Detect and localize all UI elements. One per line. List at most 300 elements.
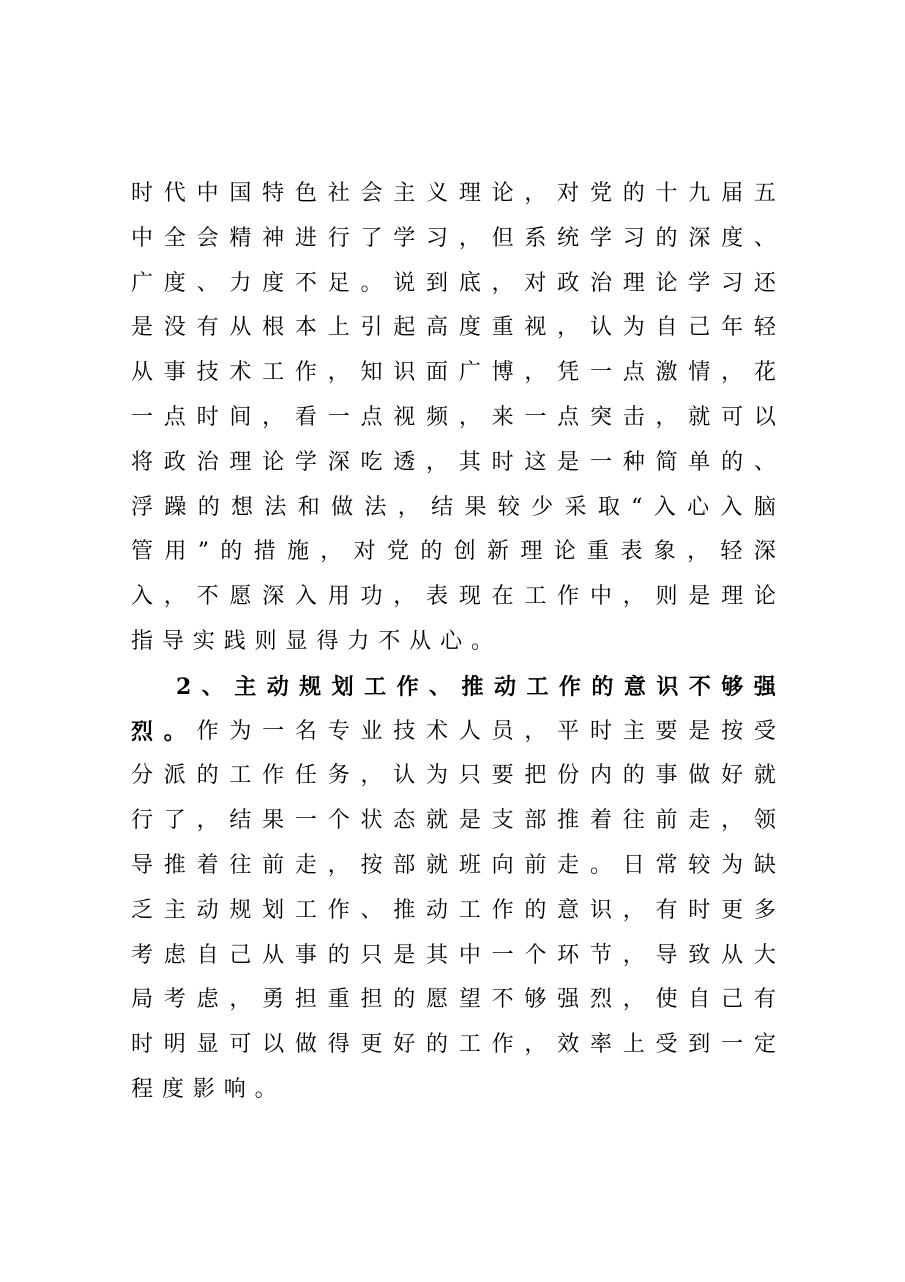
text-char: 不 [196, 584, 219, 610]
text-char: 论 [262, 449, 285, 475]
text-char: 来 [491, 405, 514, 430]
text-char: 致 [688, 942, 711, 968]
text-char: 乏 [131, 897, 154, 923]
text-char: 力 [347, 629, 370, 654]
text-char: 广 [131, 270, 154, 296]
text-char: 视 [524, 315, 547, 341]
text-char: 中 [196, 181, 219, 206]
text-char: 前 [655, 808, 678, 834]
text-char: 只 [360, 942, 383, 968]
text-char: 起 [393, 315, 416, 341]
text-char: 足 [327, 270, 350, 296]
text-char: 一 [327, 405, 350, 430]
text-char: 花 [753, 360, 776, 386]
text-char: 视 [393, 405, 416, 430]
text-char: 好 [721, 763, 744, 789]
text-char: 一 [262, 718, 285, 744]
text-char: 的 [426, 1032, 449, 1058]
text-char: 前 [524, 853, 547, 878]
text-char: 的 [196, 763, 219, 789]
text-char: 对 [557, 181, 580, 206]
text-char: 时 [196, 405, 219, 430]
text-char: 指 [131, 629, 154, 654]
text-char: 动 [493, 673, 516, 700]
text-char: 重 [491, 315, 514, 341]
text-char: 任 [294, 763, 317, 789]
text-char: 大 [753, 942, 776, 968]
text-char: 愿 [426, 987, 449, 1013]
text-char: 时 [131, 181, 154, 206]
text-char: 对 [353, 539, 376, 565]
text-char: 情 [688, 360, 711, 386]
text-char: 的 [721, 449, 744, 475]
text-char: 就 [753, 763, 776, 789]
text-char: 管 [131, 539, 154, 565]
text-char: 学 [589, 225, 612, 251]
text-char: 部 [524, 808, 547, 834]
text-char: 表 [620, 539, 643, 565]
text-char: 学 [688, 270, 711, 296]
text-line [176, 671, 776, 703]
text-char: 时 [491, 449, 514, 475]
text-char: 系 [524, 225, 547, 251]
text-char: 将 [131, 449, 154, 475]
text-char: 自 [655, 315, 678, 341]
text-char: 工 [458, 1032, 481, 1058]
text-char: 可 [229, 1032, 252, 1058]
text-char: 作 [558, 673, 581, 700]
text-char: 往 [229, 853, 252, 878]
text-line [131, 492, 776, 524]
text-char: 一 [131, 405, 154, 430]
text-char: 作 [262, 763, 285, 789]
text-char: 着 [589, 808, 612, 834]
text-char: 导 [131, 853, 154, 878]
text-char: 的 [197, 494, 220, 520]
text-char: 自 [196, 942, 219, 968]
text-char: 度 [721, 225, 744, 251]
text-char: 受 [655, 1032, 678, 1058]
text-char: 认 [393, 763, 416, 789]
text-char: 定 [753, 1032, 776, 1058]
text-char: 前 [262, 853, 285, 878]
text-char: 节 [589, 942, 612, 968]
text-char: 导 [655, 942, 678, 968]
text-char: 吃 [360, 449, 383, 475]
text-char: 间 [229, 405, 252, 430]
text-char: 、 [360, 897, 383, 923]
text-char: 突 [589, 405, 612, 430]
text-char: 考 [163, 987, 186, 1013]
text-char: 是 [131, 315, 154, 341]
text-char: 时 [589, 718, 612, 744]
text-line [131, 581, 776, 613]
text-char: 时 [688, 897, 711, 923]
text-char: 少 [531, 494, 554, 520]
text-line [131, 895, 776, 927]
text-char: 工 [294, 897, 317, 923]
text-char: 有 [196, 315, 219, 341]
text-char: 脑 [753, 494, 776, 520]
text-line [131, 268, 776, 300]
text-char: 主 [622, 718, 645, 744]
text-char: 届 [721, 181, 744, 206]
text-char: 论 [655, 270, 678, 296]
text-char: 效 [557, 1032, 580, 1058]
text-char: ， [557, 315, 580, 341]
text-char: 是 [557, 449, 580, 475]
text-char: 环 [557, 942, 580, 968]
text-char: 走 [557, 853, 580, 878]
text-char: 轻 [720, 539, 743, 565]
text-char: 就 [426, 808, 449, 834]
text-char: 有 [655, 897, 678, 923]
text-char: 党 [589, 181, 612, 206]
text-char: 更 [721, 897, 744, 923]
text-char: 认 [589, 315, 612, 341]
text-char: 识 [589, 897, 612, 923]
text-char: 影 [192, 1077, 215, 1102]
text-char: 业 [360, 718, 383, 744]
text-char: 会 [360, 181, 383, 206]
text-char: 务 [327, 763, 350, 789]
text-char: 、 [201, 673, 224, 700]
text-char: 要 [655, 718, 678, 744]
text-char: 五 [753, 181, 776, 206]
text-char: 点 [557, 405, 580, 430]
text-char: ， [196, 808, 219, 834]
text-char: 是 [393, 942, 416, 968]
text-char: 工 [458, 897, 481, 923]
text-char: 按 [360, 853, 383, 878]
text-char: 说 [393, 270, 416, 296]
text-char: 明 [163, 1032, 186, 1058]
text-char: 一 [589, 449, 612, 475]
text-char: 轻 [753, 315, 776, 341]
text-char: 、 [753, 449, 776, 475]
text-char: 得 [316, 629, 339, 654]
text-char: 功 [360, 584, 383, 610]
text-char: 事 [655, 763, 678, 789]
text-char: 、 [429, 673, 452, 700]
text-char: 法 [364, 494, 387, 520]
text-char: 施 [286, 539, 309, 565]
text-char: 社 [327, 181, 350, 206]
text-char: 己 [721, 987, 744, 1013]
text-char: 做 [294, 1032, 317, 1058]
text-char: 日 [622, 853, 645, 878]
text-char: “ [631, 494, 643, 520]
text-char: 心 [440, 629, 463, 654]
text-char: ， [458, 225, 481, 251]
text-char: 己 [229, 942, 252, 968]
text-char: 受 [753, 718, 776, 744]
text-char: 理 [721, 584, 744, 610]
text-char: 以 [753, 405, 776, 430]
text-char: 。 [589, 853, 612, 878]
text-char: 激 [655, 360, 678, 386]
text-char: 击 [622, 405, 645, 430]
text-char: ， [687, 539, 710, 565]
text-char: 人 [458, 718, 481, 744]
text-char: 入 [720, 494, 743, 520]
text-char: 从 [409, 629, 432, 654]
text-char: ， [622, 987, 645, 1013]
text-char: 点 [360, 405, 383, 430]
text-char: ， [721, 360, 744, 386]
text-char: 治 [589, 270, 612, 296]
text-char: 担 [360, 987, 383, 1013]
text-char: 时 [131, 1032, 154, 1058]
text-char: 精 [229, 225, 252, 251]
text-char: ， [327, 360, 350, 386]
text-char: 班 [458, 853, 481, 878]
text-char: 使 [655, 987, 678, 1013]
text-char: 底 [458, 270, 481, 296]
text-char: 了 [163, 808, 186, 834]
text-char: 度 [161, 1077, 184, 1102]
text-char: 会 [196, 225, 219, 251]
text-char: 国 [229, 181, 252, 206]
text-line [131, 402, 776, 434]
text-char: ， [327, 853, 350, 878]
text-char: 员 [491, 718, 514, 744]
text-char: 重 [587, 539, 610, 565]
text-char: 了 [360, 225, 383, 251]
text-char: 一 [721, 1032, 744, 1058]
text-char: 表 [426, 584, 449, 610]
text-char: 识 [656, 673, 679, 700]
text-char: 面 [426, 360, 449, 386]
text-char: ， [229, 987, 252, 1013]
text-char: 种 [622, 449, 645, 475]
text-char: ， [320, 539, 343, 565]
text-char: 工 [262, 360, 285, 386]
text-char: 技 [196, 360, 219, 386]
text-char: 识 [393, 360, 416, 386]
text-char: 平 [557, 718, 580, 744]
text-char: 以 [262, 1032, 285, 1058]
text-char: 一 [524, 405, 547, 430]
text-char: 是 [688, 718, 711, 744]
text-char: 果 [464, 494, 487, 520]
text-char: 理 [229, 449, 252, 475]
text-char: 不 [294, 270, 317, 296]
text-char: 的 [220, 539, 243, 565]
text-char: 行 [327, 225, 350, 251]
text-char: 习 [721, 270, 744, 296]
text-char: 这 [524, 449, 547, 475]
text-char: 结 [431, 494, 454, 520]
text-char: 在 [491, 584, 514, 610]
text-char: ， [524, 718, 547, 744]
text-line [131, 805, 776, 837]
text-line [131, 536, 776, 568]
text-char: 代 [163, 181, 186, 206]
text-char: 担 [294, 987, 317, 1013]
text-char: 从 [229, 315, 252, 341]
text-char: 术 [426, 718, 449, 744]
text-char: ， [458, 405, 481, 430]
text-char: 一 [294, 808, 317, 834]
text-char: 强 [557, 987, 580, 1013]
text-char: 创 [453, 539, 476, 565]
text-char: 根 [262, 315, 285, 341]
text-char: 为 [622, 315, 645, 341]
text-char: 专 [327, 718, 350, 744]
text-char: 浮 [131, 494, 154, 520]
text-char: 九 [688, 181, 711, 206]
text-char: 引 [360, 315, 383, 341]
text-char: 则 [254, 629, 277, 654]
text-char: 划 [331, 673, 354, 700]
text-char: 深 [327, 449, 350, 475]
text-char: ， [524, 181, 547, 206]
text-char: ， [360, 763, 383, 789]
text-char: 结 [229, 808, 252, 834]
text-char: 果 [262, 808, 285, 834]
text-char: 工 [524, 584, 547, 610]
text-char: 从 [262, 942, 285, 968]
text-char: 治 [196, 449, 219, 475]
text-char: 作 [294, 360, 317, 386]
text-char: 的 [655, 225, 678, 251]
text-char: ， [524, 360, 547, 386]
text-char: ， [397, 494, 420, 520]
text-char: 主 [163, 897, 186, 923]
text-char: 特 [262, 181, 285, 206]
text-char: 望 [458, 987, 481, 1013]
text-char: 实 [192, 629, 215, 654]
text-char: 看 [294, 405, 317, 430]
text-char: ， [491, 270, 514, 296]
text-char: 凭 [557, 360, 580, 386]
text-char: ” [197, 539, 209, 565]
text-char: 对 [524, 270, 547, 296]
text-char: 论 [553, 539, 576, 565]
text-char: 。 [163, 718, 186, 745]
text-char: 程 [131, 1077, 154, 1102]
text-char: 烈 [589, 987, 612, 1013]
text-char: 推 [163, 853, 186, 878]
text-char: 理 [622, 270, 645, 296]
text-char: 分 [131, 763, 154, 789]
text-char: 主 [234, 673, 257, 700]
text-char: 十 [655, 181, 678, 206]
text-char: 到 [426, 270, 449, 296]
text-char: ， [524, 1032, 547, 1058]
text-char: 用 [327, 584, 350, 610]
text-char: 名 [294, 718, 317, 744]
text-char: 高 [426, 315, 449, 341]
text-char: 作 [196, 718, 219, 744]
text-char: 着 [196, 853, 219, 878]
text-char: 一 [589, 360, 612, 386]
text-char: 部 [393, 853, 416, 878]
text-char: 不 [688, 673, 711, 700]
text-char: 简 [655, 449, 678, 475]
text-line [131, 447, 776, 479]
text-char: 点 [622, 360, 645, 386]
text-char: 推 [393, 897, 416, 923]
text-char: 的 [622, 763, 645, 789]
text-char: 度 [163, 270, 186, 296]
text-char: 个 [524, 942, 547, 968]
text-char: 状 [360, 808, 383, 834]
text-char: 向 [491, 853, 514, 878]
text-line [131, 357, 776, 389]
text-char: 作 [396, 673, 419, 700]
text-char: 个 [327, 808, 350, 834]
text-char: 够 [721, 673, 744, 700]
text-char: 主 [393, 181, 416, 206]
text-char: 为 [721, 853, 744, 878]
text-char: 显 [196, 1032, 219, 1058]
text-char: 作 [327, 897, 350, 923]
text-char: 博 [491, 360, 514, 386]
text-char: 规 [229, 897, 252, 923]
text-line [131, 984, 776, 1016]
text-char: 烈 [131, 718, 154, 745]
text-char: 响 [223, 1077, 246, 1102]
text-char: 从 [721, 942, 744, 968]
text-char: 术 [229, 360, 252, 386]
text-char: 象 [653, 539, 676, 565]
text-char: 论 [491, 181, 514, 206]
text-char: 想 [231, 494, 254, 520]
text-char: 的 [420, 539, 443, 565]
text-char: 2 [176, 673, 192, 700]
text-char: 践 [223, 629, 246, 654]
text-char: 学 [393, 225, 416, 251]
text-char: 神 [262, 225, 285, 251]
text-char: 划 [262, 897, 285, 923]
text-char: 率 [589, 1032, 612, 1058]
text-char: 法 [264, 494, 287, 520]
text-char: 动 [266, 673, 289, 700]
text-char: 己 [688, 315, 711, 341]
text-char: 中 [131, 225, 154, 251]
text-char: 采 [564, 494, 587, 520]
text-char: 频 [426, 405, 449, 430]
text-char: 内 [589, 763, 612, 789]
text-char: 只 [458, 763, 481, 789]
text-char: 点 [163, 405, 186, 430]
text-char: 。 [360, 270, 383, 296]
text-char: 现 [458, 584, 481, 610]
text-char: 够 [524, 987, 547, 1013]
text-char: 虑 [163, 942, 186, 968]
text-char: 规 [299, 673, 322, 700]
text-char: ， [721, 808, 744, 834]
text-char: 考 [131, 942, 154, 968]
text-char: 行 [131, 808, 154, 834]
text-char: 的 [622, 181, 645, 206]
text-char: 入 [653, 494, 676, 520]
text-char: 。 [470, 629, 493, 654]
text-char: 往 [622, 808, 645, 834]
text-char: 要 [491, 763, 514, 789]
text-char: 显 [285, 629, 308, 654]
text-char: 就 [426, 853, 449, 878]
text-char: 本 [294, 315, 317, 341]
text-char: 没 [163, 315, 186, 341]
text-line [131, 312, 776, 344]
text-line [131, 223, 776, 255]
text-line [131, 940, 776, 972]
text-char: 缺 [753, 853, 776, 878]
text-char: 意 [557, 897, 580, 923]
